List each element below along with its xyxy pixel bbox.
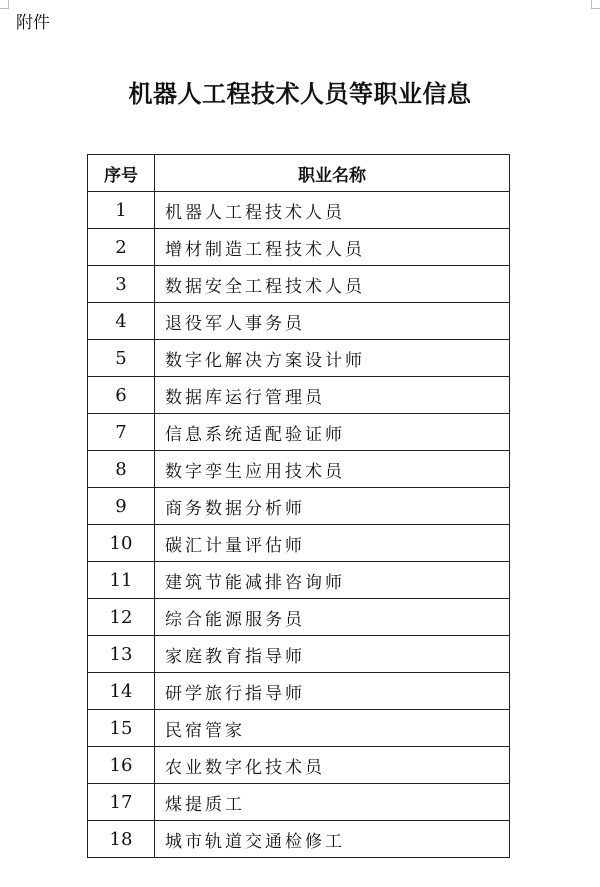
table-row [88,340,510,377]
occupation-name-cell: 研学旅行指导师 [155,673,510,710]
occupation-name-cell: 家庭教育指导师 [155,636,510,673]
table-row [88,525,510,562]
row-index-cell: 10 [88,525,155,562]
occupation-name-cell: 退役军人事务员 [155,303,510,340]
occupation-name-cell: 数据库运行管理员 [155,377,510,414]
table-row [88,192,510,229]
occupation-name-cell: 信息系统适配验证师 [155,414,510,451]
row-index-cell: 14 [88,673,155,710]
occupation-name-cell: 数字化解决方案设计师 [155,340,510,377]
occupation-name-cell: 商务数据分析师 [155,488,510,525]
occupation-name-cell: 数字孪生应用技术员 [155,451,510,488]
occupation-name-cell: 农业数字化技术员 [155,747,510,784]
table-row [88,710,510,747]
occupation-name-cell: 机器人工程技术人员 [155,192,510,229]
table-row [88,562,510,599]
occupation-name-cell: 建筑节能减排咨询师 [155,562,510,599]
occupation-name-cell: 煤提质工 [155,784,510,821]
table-row [88,821,510,858]
table-row [88,451,510,488]
row-index-cell: 8 [88,451,155,488]
table-row [88,488,510,525]
page-corner-mark-right [591,0,600,9]
table-header-row [88,155,510,192]
table-row [88,303,510,340]
row-index-cell: 2 [88,229,155,266]
occupation-name-cell: 综合能源服务员 [155,599,510,636]
occupation-name-cell: 增材制造工程技术人员 [155,229,510,266]
table-row [88,599,510,636]
occupation-name-cell: 城市轨道交通检修工 [155,821,510,858]
row-index-cell: 13 [88,636,155,673]
row-index-cell: 6 [88,377,155,414]
row-index-cell: 5 [88,340,155,377]
column-header-occupation-name: 职业名称 [155,155,510,192]
table-row [88,229,510,266]
row-index-cell: 15 [88,710,155,747]
occupation-name-cell: 民宿管家 [155,710,510,747]
table-row [88,784,510,821]
page-corner-mark-left [0,0,9,9]
row-index-cell: 18 [88,821,155,858]
table-row [88,414,510,451]
column-header-index: 序号 [88,155,155,192]
occupation-table [87,154,510,858]
row-index-cell: 16 [88,747,155,784]
row-index-cell: 1 [88,192,155,229]
table-row [88,377,510,414]
table-row [88,266,510,303]
row-index-cell: 3 [88,266,155,303]
table-row [88,636,510,673]
row-index-cell: 11 [88,562,155,599]
table-row [88,747,510,784]
attachment-label: 附件 [16,13,50,33]
row-index-cell: 12 [88,599,155,636]
row-index-cell: 7 [88,414,155,451]
document-title: 机器人工程技术人员等职业信息 [128,80,472,108]
row-index-cell: 9 [88,488,155,525]
occupation-name-cell: 碳汇计量评估师 [155,525,510,562]
table-row [88,673,510,710]
occupation-name-cell: 数据安全工程技术人员 [155,266,510,303]
row-index-cell: 4 [88,303,155,340]
row-index-cell: 17 [88,784,155,821]
